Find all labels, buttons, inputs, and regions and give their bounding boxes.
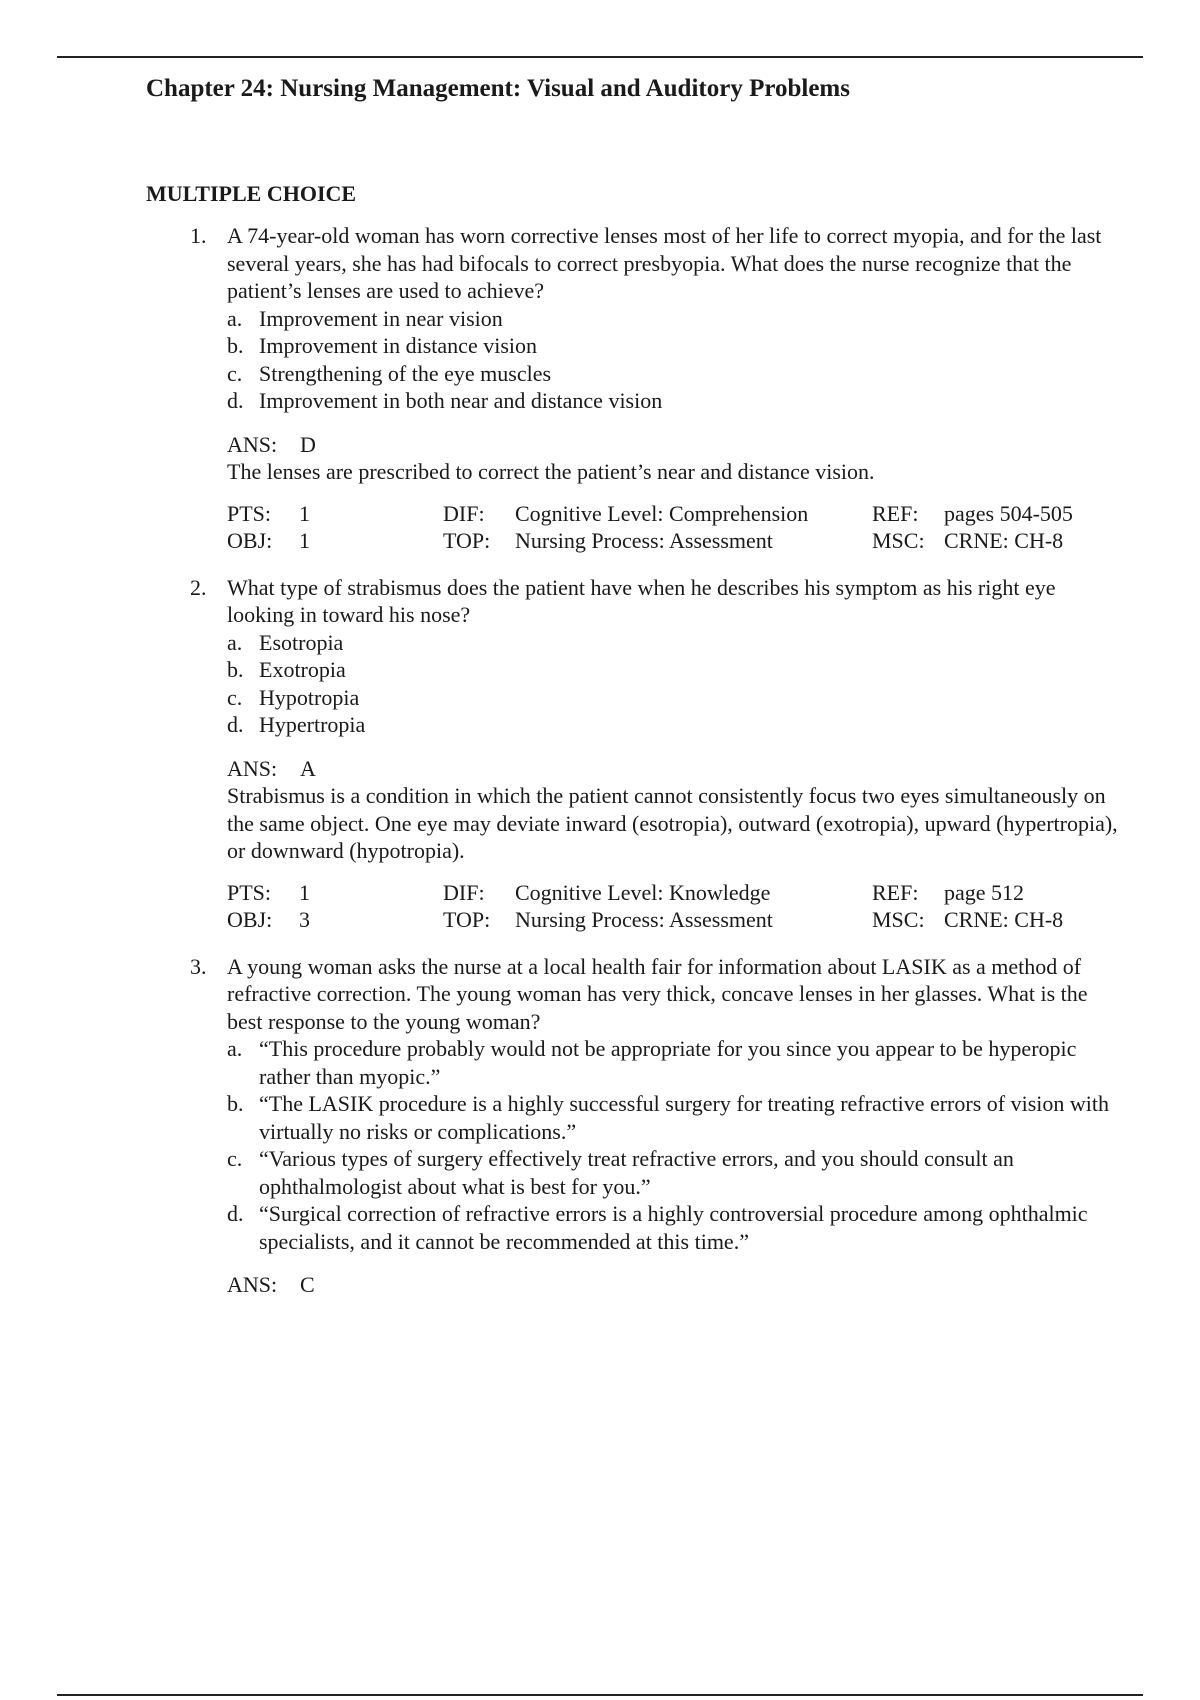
choice-letter: d. [227,388,244,413]
dif-value: Cognitive Level: Knowledge [515,879,771,905]
choice-text: Hypotropia [259,684,360,710]
question-stem: A 74-year-old woman has worn corrective lenses most of her life to correct myopia, and for the last several years, she has had bifocals to correct presbyopia. What does the nurse recognize that the patient’s lenses are used to achieve? [227,223,1102,303]
answer-label: ANS: [227,1272,278,1297]
choice-list [227,305,1126,415]
dif-label: DIF: [443,500,485,526]
obj-value: 1 [299,528,310,553]
answer-line [227,1271,1126,1299]
choice-list [227,629,1126,739]
answer-block [227,755,1126,865]
choice-letter: a. [227,305,243,331]
choice-letter: c. [227,1146,243,1171]
question-1 [146,222,1126,555]
rationale: Strabismus is a condition in which the patient cannot consistently focus two eyes simultaneously on the same object. One eye may deviate inward (esotropia), outward (exotropia), upward (hypertropia), or downward (hypotropia). [227,783,1118,863]
pts-value: 1 [299,879,310,905]
choice-letter: a. [227,1036,243,1061]
choice-a [227,629,1126,657]
choice-text: Improvement in distance vision [259,333,537,358]
question-metadata [227,879,1126,934]
choice-text: Esotropia [259,629,344,655]
msc-value: CRNE: CH-8 [944,907,1064,932]
choice-text: “This procedure probably would not be appropriate for you since you appear to be hyperopic rather than myopic.” [259,1036,1077,1089]
question-number: 2. [190,574,207,600]
choice-c [227,1145,1126,1200]
choice-b [227,656,1126,684]
question-3 [146,953,1126,1299]
answer-label: ANS: [227,431,278,457]
dif-label: DIF: [443,879,485,905]
rationale: The lenses are prescribed to correct the patient’s near and distance vision. [227,459,875,484]
choice-b [227,1090,1126,1145]
question-stem: What type of strabismus does the patient have when he describes his symptom as his right eye looking in toward his nose? [227,574,1056,627]
answer-block [227,431,1126,486]
top-label: TOP: [443,907,491,932]
question-number: 1. [190,223,207,248]
choice-d [227,387,1126,415]
choice-letter: d. [227,1201,244,1226]
choice-text: Exotropia [259,657,346,682]
answer-line [227,755,1126,783]
top-label: TOP: [443,528,491,553]
choice-text: Strengthening of the eye muscles [259,360,552,386]
choice-d [227,1200,1126,1255]
choice-text: Hypertropia [259,712,366,737]
ref-value: page 512 [944,879,1025,905]
choice-letter: b. [227,333,244,358]
answer-value: C [300,1272,315,1297]
answer-line [227,431,1126,459]
choice-list [227,1035,1126,1255]
pts-label: PTS: [227,500,272,526]
choice-c [227,684,1126,712]
bottom-rule [57,1694,1143,1696]
ref-label: REF: [872,500,919,526]
choice-c [227,360,1126,388]
choice-a [227,1035,1126,1090]
choice-letter: b. [227,1091,244,1116]
answer-value: A [300,755,316,781]
question-list [146,222,1126,1299]
msc-label: MSC: [872,528,925,553]
question-stem: A young woman asks the nurse at a local health fair for information about LASIK as a method of refractive correction. The young woman has very thick, concave lenses in her glasses. What is the best response to the young woman? [227,953,1088,1034]
section-heading: MULTIPLE CHOICE [146,181,357,206]
obj-value: 3 [299,907,310,932]
choice-letter: d. [227,712,244,737]
answer-value: D [300,431,316,457]
msc-value: CRNE: CH-8 [944,528,1064,553]
dif-value: Cognitive Level: Comprehension [515,500,809,526]
choice-text: “Various types of surgery effectively treat refractive errors, and you should consult an ophthalmologist about what is best for you.” [259,1146,1014,1199]
document-page [146,72,1126,1299]
top-value: Nursing Process: Assessment [515,907,773,932]
obj-label: OBJ: [227,528,273,553]
choice-b [227,332,1126,360]
ref-value: pages 504-505 [944,500,1073,526]
ref-label: REF: [872,879,919,905]
pts-value: 1 [299,500,310,526]
choice-text: Improvement in both near and distance vision [259,388,663,413]
choice-text: “Surgical correction of refractive errors is a highly controversial procedure among ophthalmic specialists, and it cannot be recommended at this time.” [259,1201,1088,1254]
question-2 [146,574,1126,934]
question-number: 3. [190,953,207,979]
choice-letter: c. [227,684,243,710]
chapter-title: Chapter 24: Nursing Management: Visual and Auditory Problems [146,75,850,102]
choice-letter: c. [227,360,243,386]
obj-label: OBJ: [227,907,273,932]
choice-text: Improvement in near vision [259,305,503,331]
msc-label: MSC: [872,907,925,932]
choice-text: “The LASIK procedure is a highly successful surgery for treating refractive errors of vision with virtually no risks or complications.” [259,1091,1109,1144]
choice-letter: a. [227,629,243,655]
top-value: Nursing Process: Assessment [515,528,773,553]
top-rule [57,56,1143,58]
choice-a [227,305,1126,333]
choice-letter: b. [227,657,244,682]
answer-label: ANS: [227,755,278,781]
question-metadata [227,500,1126,555]
choice-d [227,711,1126,739]
answer-block [227,1271,1126,1299]
pts-label: PTS: [227,879,272,905]
